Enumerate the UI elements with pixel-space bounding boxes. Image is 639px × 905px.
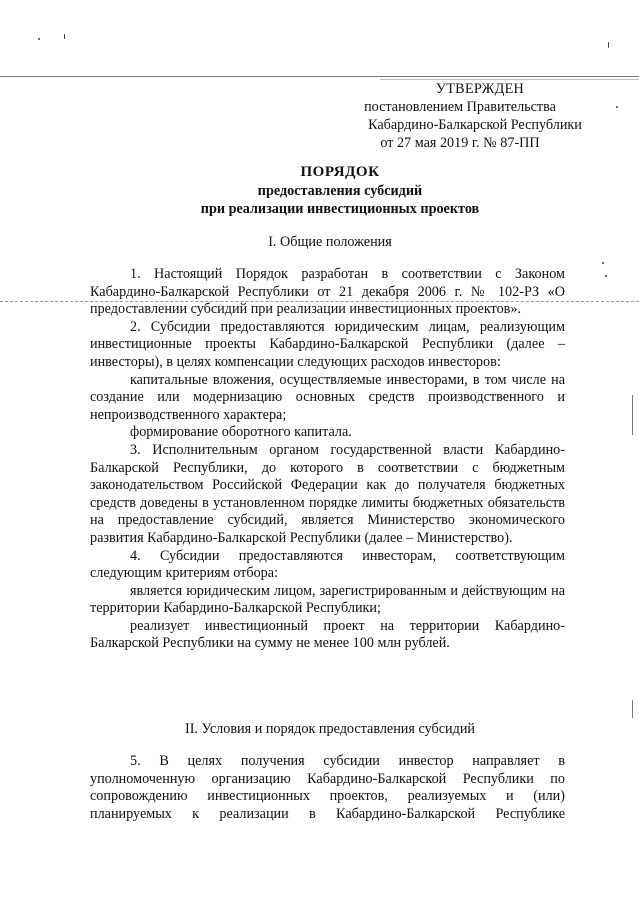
paragraph: является юридическим лицом, зарегистрированным и действующим на территории Кабардино-Балкарской Республики;: [90, 582, 565, 617]
paragraph: реализует инвестиционный проект на территории Кабардино-Балкарской Республики на сумму не менее 100 млн рублей.: [90, 617, 565, 652]
paragraph: 4. Субсидии предоставляются инвесторам, соответствующим следующим критериям отбора:: [90, 547, 565, 582]
scan-speck: [64, 34, 65, 39]
scan-speck: [605, 275, 607, 277]
section-body: [90, 266, 565, 653]
paragraph: 3. Исполнительным органом государственной власти Кабардино-Балкарской Республики, до которого в соответствии с бюджетным законодательством Российской Федерации как до получателя бюджетных средств доведены в установленном порядке лимиты бюджетных обязательств на предоставление субсидий, является Министерство экономического развития Кабардино-Балкарской Республики (далее – Министерство).: [90, 441, 565, 546]
paragraph: 2. Субсидии предоставляются юридическим лицам, реализующим инвестиционные проекты Кабардино-Балкарской Республики (далее – инвесторы), в целях компенсации следующих расходов инвесторов:: [90, 318, 565, 370]
paragraph: 5. В целях получения субсидии инвестор направляет в уполномоченную организацию Кабардино-Балкарской Республики по сопровождению инвестиционных проектов, реализуемых и (или) планируемых к реализации в Кабардино-Балкарской Республике: [90, 753, 565, 822]
scan-edge-mark: [632, 395, 633, 435]
scan-speck: [608, 42, 609, 48]
section-body: [90, 753, 565, 823]
section-heading: I. Общие положения: [268, 234, 392, 250]
scan-fold-line: [0, 76, 639, 77]
approval-line: Кабардино-Балкарской Республики: [368, 117, 582, 133]
paragraph: 1. Настоящий Порядок разработан в соответствии с Законом Кабардино-Балкарской Республики от 21 декабря 2006 г. № 102-РЗ «О предоставлении субсидий при реализации инвестиционных проектов».: [90, 266, 565, 318]
paragraph: формирование оборотного капитала.: [130, 424, 352, 441]
document-subtitle: при реализации инвестиционных проектов: [200, 201, 480, 217]
scan-speck: [38, 38, 40, 40]
document-subtitle: предоставления субсидий: [257, 183, 423, 199]
scan-speck: [616, 106, 618, 108]
paragraph: капитальные вложения, осуществляемые инвесторами, в том числе на создание или модернизацию основных средств производственного и непроизводственного характера;: [90, 371, 565, 423]
section-heading: II. Условия и порядок предоставления субсидий: [184, 721, 476, 737]
approval-line: постановлением Правительства: [364, 99, 556, 115]
document-title: ПОРЯДОК: [300, 164, 380, 180]
scan-edge-mark: [632, 700, 633, 718]
approval-stamp-block: [330, 80, 590, 152]
scan-speck: [602, 262, 604, 264]
approval-title: УТВЕРЖДЕН: [435, 81, 525, 97]
approval-line: от 27 мая 2019 г. № 87-ПП: [380, 135, 540, 151]
